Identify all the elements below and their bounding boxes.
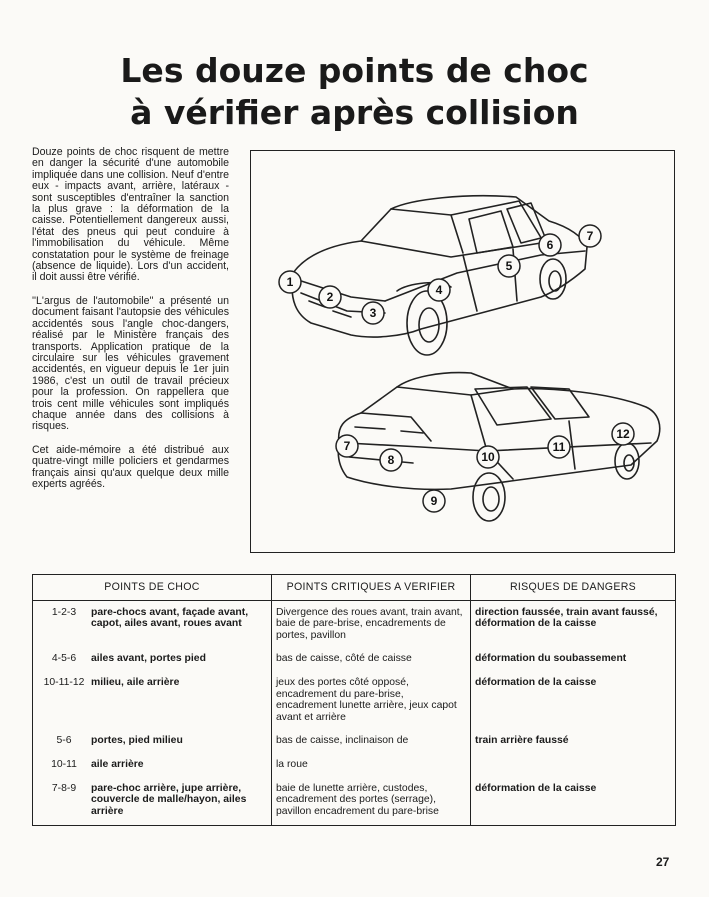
header-points-de-choc: POINTS DE CHOC — [33, 575, 272, 601]
critical-cell: baie de lunette arrière, custodes, encadrement des portes (serrage), pavillon encadrement du pare-brise — [272, 779, 471, 826]
critical-cell: bas de caisse, inclinaison de — [272, 731, 471, 755]
intro-text — [32, 147, 229, 502]
marker-label: 11 — [552, 440, 566, 454]
points-zone: pare-chocs avant, façade avant, capot, ailes avant, roues avant — [91, 606, 249, 630]
points-zone: ailes avant, portes pied — [91, 653, 206, 665]
marker-label: 6 — [546, 238, 554, 252]
marker-label: 2 — [326, 290, 334, 304]
points-zone: portes, pied milieu — [91, 735, 183, 747]
points-number: 7-8-9 — [51, 782, 77, 794]
risk-cell: train arrière faussé — [475, 735, 569, 747]
critical-cell: la roue — [272, 755, 471, 779]
car-illustrations — [251, 151, 676, 554]
table-header-row — [33, 575, 676, 601]
marker-label: 10 — [481, 450, 495, 464]
points-number: 4-5-6 — [51, 653, 77, 665]
points-zone: pare-choc arrière, jupe arrière, couvercle de malle/hayon, ailes arrière — [91, 782, 247, 817]
impact-markers-rear — [336, 423, 634, 512]
points-number: 10-11-12 — [43, 676, 85, 688]
intro-paragraph-2: ''L'argus de l'automobile'' a présenté un document faisant l'autopsie des véhicules accidentés sous l'angle choc-dangers, réalisé par le Ministère français des transports. Application pratique de la circulaire sur les véhicules gravement accidentés, en vigueur depuis le 1er juin 1986, c'est un outil de travail précieux pour la profession. On rappellera que trois cent mille véhicules sont impliqués chaque année dans des collisions à risques. — [32, 294, 229, 433]
intro-paragraph-1: Douze points de choc risquent de mettre en danger la sécurité d'une automobile impliquée dans une collision. Neuf d'entre eux - impacts avant, arrière, latéraux - sont susceptibles d'entraîner la sanction la plus grave : la déformation de la caisse. Potentiellement dangereux aussi, l'état des pneus qui peut conduire à l'immobilisation du véhicule. Même constatation pour le système de freinage (absence de liquide). Lors d'un accident, il doit aussi être vérifié. — [32, 146, 229, 284]
marker-label: 4 — [435, 283, 443, 297]
points-zone: milieu, aile arrière — [91, 676, 180, 688]
header-risques: RISQUES DE DANGERS — [471, 575, 676, 601]
title-line-2: à vérifier après collision — [130, 93, 579, 132]
table-row — [33, 755, 676, 779]
points-cell — [33, 779, 272, 826]
marker-label: 5 — [505, 259, 513, 273]
marker-label: 7 — [586, 229, 594, 243]
points-cell — [33, 600, 272, 649]
critical-cell: jeux des portes côté opposé, encadrement du pare-brise, encadrement lunette arrière, jeux capot avant et arrière — [272, 673, 471, 731]
title-line-1: Les douze points de choc — [120, 51, 589, 90]
points-cell — [33, 755, 272, 779]
table-row — [33, 779, 676, 826]
points-number: 1-2-3 — [51, 606, 77, 618]
risk-cell: déformation de la caisse — [475, 782, 597, 794]
points-cell — [33, 649, 272, 673]
marker-label: 9 — [430, 494, 438, 508]
points-cell — [33, 731, 272, 755]
risk-cell — [471, 755, 676, 779]
critical-cell: Divergence des roues avant, train avant, baie de pare-brise, encadrements de portes, pavillon — [272, 600, 471, 649]
marker-label: 12 — [616, 427, 630, 441]
car-front-view — [292, 196, 587, 355]
intro-paragraph-3: Cet aide-mémoire a été distribué aux quatre-vingt mille policiers et gendarmes français ainsi qu'aux quelque deux mille experts agréés. — [32, 443, 229, 490]
risk-cell: déformation de la caisse — [475, 676, 597, 688]
table-row — [33, 649, 676, 673]
marker-label: 7 — [343, 439, 351, 453]
impact-points-table — [32, 574, 676, 826]
marker-label: 1 — [286, 275, 294, 289]
table-row — [33, 731, 676, 755]
points-number: 5-6 — [56, 735, 72, 747]
car-impact-figure — [250, 150, 675, 553]
table-row — [33, 600, 676, 649]
risk-cell: déformation du soubassement — [475, 653, 627, 665]
marker-label: 8 — [387, 453, 395, 467]
critical-cell: bas de caisse, côté de caisse — [272, 649, 471, 673]
page-number: 27 — [656, 855, 670, 869]
risk-cell: direction faussée, train avant faussé, déformation de la caisse — [475, 606, 658, 630]
marker-label: 3 — [369, 306, 377, 320]
points-number: 10-11 — [51, 758, 77, 770]
points-cell — [33, 673, 272, 731]
header-points-critiques: POINTS CRITIQUES A VERIFIER — [272, 575, 471, 601]
page-title — [0, 50, 709, 134]
points-zone: aile arrière — [91, 758, 144, 770]
car-rear-view — [338, 373, 659, 521]
impact-markers-front — [279, 225, 601, 324]
table-row — [33, 673, 676, 731]
